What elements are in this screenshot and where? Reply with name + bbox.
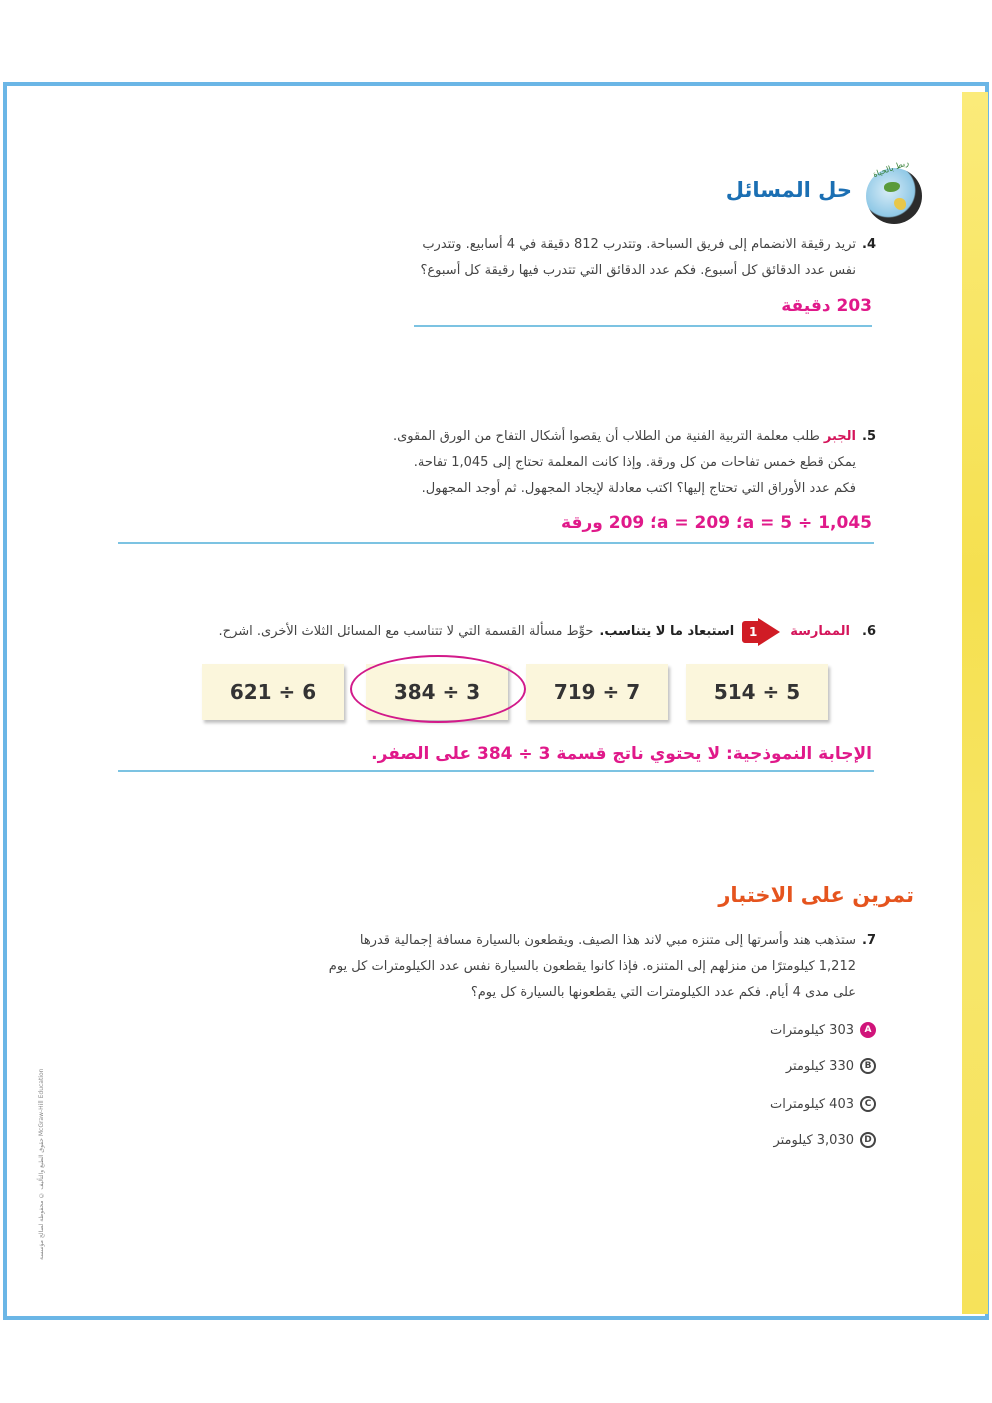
copyright-side-note: حقوق الطبع والتأليف © محفوظة لصالح مؤسسة McGraw-Hill Education: [38, 1068, 45, 1260]
answer-option-a[interactable]: [770, 1022, 876, 1038]
question-4: [96, 232, 876, 284]
question-5-line-3: فكم عدد الأوراق التي تحتاج إليها؟ اكتب معادلة لإيجاد المجهول. ثم أوجد المجهول.: [421, 481, 856, 496]
question-4-number: 4.: [862, 237, 876, 252]
question-5: [96, 424, 876, 502]
question-7-number: 7.: [862, 933, 876, 948]
division-card-1: 514 ÷ 5: [686, 664, 828, 720]
question-7-line-3: على مدى 4 أيام. فكم عدد الكيلومترات التي يقطعونها بالسيارة كل يوم؟: [470, 985, 856, 1000]
globe-icon: [866, 157, 922, 224]
division-card-2: 719 ÷ 7: [526, 664, 668, 720]
option-a-text: 303 كيلومترات: [769, 1022, 854, 1038]
globe-tag: ربط بالحياة: [871, 157, 910, 180]
answer-option-b[interactable]: [786, 1058, 876, 1074]
division-card-3: 384 ÷ 3: [366, 664, 508, 720]
option-d-text: 3,030 كيلومتر: [773, 1132, 854, 1148]
question-6-prompt: حوِّط مسألة القسمة التي لا تتناسب مع المسائل الثلاث الأخرى. اشرح.: [218, 624, 594, 639]
option-c-text: 403 كيلومترات: [769, 1096, 854, 1112]
division-card-4: 621 ÷ 6: [202, 664, 344, 720]
question-7-line-2: 1,212 كيلومترًا من منزلهم إلى المتنزه. فإذا كانوا يقطعون بالسيارة نفس عدد الكيلومترات كل يوم: [328, 959, 856, 974]
practice-flag-icon: [740, 618, 780, 646]
question-6-number: 6.: [862, 624, 876, 639]
section-title-test-practice: تمرين على الاختبار: [718, 883, 914, 907]
option-b-text: 330 كيلومتر: [785, 1058, 854, 1074]
question-4-line-2: نفس عدد الدقائق كل أسبوع. فكم عدد الدقائق التي تتدرب فيها رقيقة كل أسبوع؟: [420, 263, 856, 278]
question-6-prompt-bold: استبعاد ما لا يتناسب.: [599, 624, 735, 639]
section-title-problem-solving: حل المسائل: [725, 178, 852, 202]
question-4-answer: 203 دقيقة: [781, 296, 872, 316]
decorative-yellow-strip: [962, 92, 988, 1314]
question-5-label: الجبر: [823, 429, 856, 444]
option-a-bubble[interactable]: A: [860, 1022, 876, 1038]
question-7-line-1: ستذهب هند وأسرتها إلى متنزه مبي لاند هذا الصيف. ويقطعون بالسيارة مسافة إجمالية قدرها: [359, 933, 856, 948]
question-4-line-1: تريد رقيقة الانضمام إلى فريق السباحة. وتتدرب 812 دقيقة في 4 أسابيع. وتتدرب: [422, 237, 856, 252]
question-7: [76, 928, 876, 1006]
option-d-bubble[interactable]: D: [860, 1132, 876, 1148]
answer-line-4: [414, 325, 872, 327]
practice-badge-number: 1: [742, 621, 764, 643]
answer-line-6: [118, 770, 874, 772]
question-6-answer: الإجابة النموذجية: لا يحتوي ناتج قسمة 3 ÷ 384 على الصفر.: [371, 744, 872, 764]
answer-option-c[interactable]: [770, 1096, 876, 1112]
option-b-bubble[interactable]: B: [860, 1058, 876, 1074]
question-5-line-1: طلب معلمة التربية الفنية من الطلاب أن يقصوا أشكال التفاح من الورق المقوى.: [392, 429, 820, 444]
answer-circle-mark: [350, 655, 526, 723]
question-6-label: الممارسة: [790, 624, 850, 639]
answer-line-5: [118, 542, 874, 544]
answer-option-d[interactable]: [773, 1132, 876, 1148]
question-5-line-2: يمكن قطع خمس تفاحات من كل ورقة. وإذا كانت المعلمة تحتاج إلى 1,045 تفاحة.: [413, 455, 856, 470]
question-5-answer: a = 5 ÷ 1,045؛ 209 = a؛ 209 ورقة: [561, 513, 872, 533]
question-6: [76, 618, 876, 646]
section-heading-row: [660, 157, 922, 224]
option-c-bubble[interactable]: C: [860, 1096, 876, 1112]
question-5-number: 5.: [862, 429, 876, 444]
